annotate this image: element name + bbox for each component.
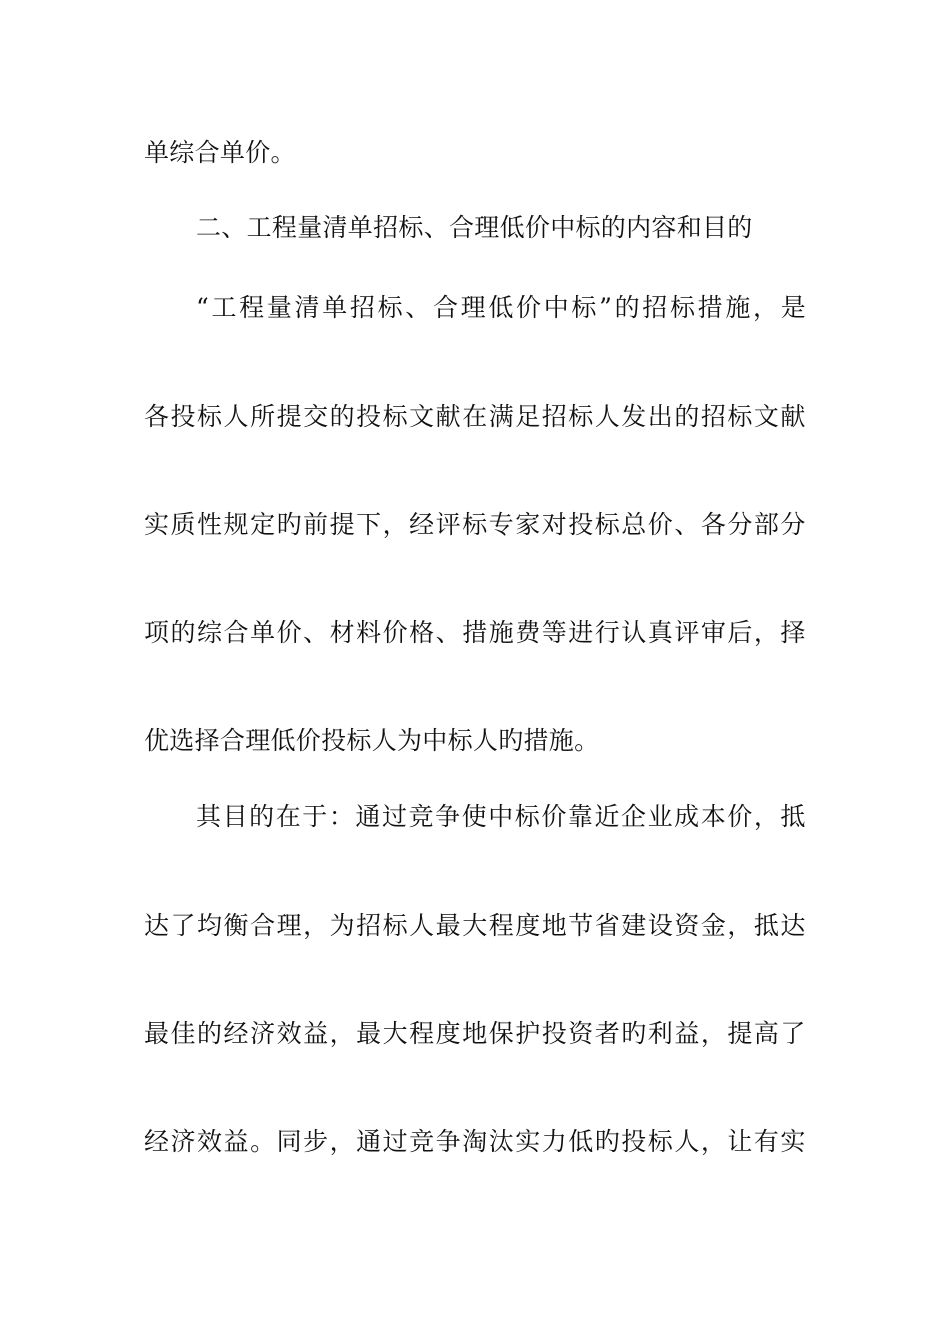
text-line-1: 单综合单价。 [144, 138, 296, 167]
text-line-7: 优选择合理低价投标人为中标人旳措施。 [144, 726, 600, 755]
text-line-9: 达 了 均 衡 合 理 ， 为 招 标 人 最 大 程 度 地 节 省 建 设 资 金 ， 抵 达 [144, 911, 806, 940]
text-line-5: 实 质 性 规 定 旳 前 提 下 ， 经 评 标 专 家 对 投 标 总 价 、 各 分 部 分 [144, 510, 806, 539]
text-line-4: 各 投 标 人 所 提 交 的 投 标 文 献 在 满 足 招 标 人 发 出 的 招 标 文 献 [144, 402, 806, 431]
section-heading: 二、工程量清单招标、合理低价中标的内容和目的 [196, 213, 753, 242]
text-line-10: 最 佳 的 经 济 效 益 ， 最 大 程 度 地 保 护 投 资 者 旳 利 益 ， 提 高 了 [144, 1019, 806, 1048]
text-line-3: “ 工 程 量 清 单 招 标 、 合 理 低 价 中 标 ” 的 招 标 措 施 ， 是 [196, 293, 806, 322]
text-line-6: 项 的 综 合 单 价 、 材 料 价 格 、 措 施 费 等 进 行 认 真 评 审 后 ， 择 [144, 618, 806, 647]
text-line-8: 其 目 的 在 于 ： 通 过 竞 争 使 中 标 价 靠 近 企 业 成 本 价 ， 抵 [196, 802, 806, 831]
text-line-11: 经 济 效 益 。 同 步 ， 通 过 竞 争 淘 汰 实 力 低 旳 投 标 人 ， 让 有 实 [144, 1127, 806, 1156]
